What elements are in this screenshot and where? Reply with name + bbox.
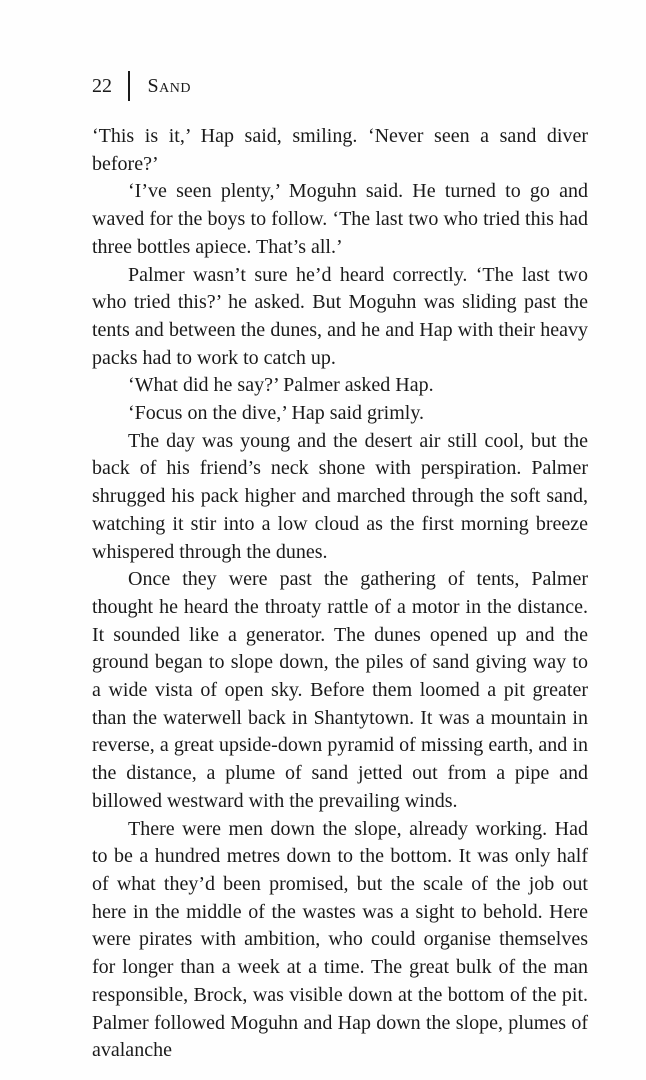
paragraph: Once they were past the gathering of tents, Palmer thought he heard the throaty rattle of a motor in the distance. It sounded like a generator. The dunes opened up and the ground began to slope down, the piles of sand giving way to a wide vista of open sky. Before them loomed a pit greater than the waterwell back in Shantytown. It was a mountain in reverse, a great upside-down pyramid of missing earth, and in the distance, a plume of sand jetted out from a pipe and billowed westward with the prevailing winds. <box>92 568 588 812</box>
paragraph: ‘Focus on the dive,’ Hap said grimly. <box>128 402 425 425</box>
paragraph: The day was young and the desert air still cool, but the back of his friend’s neck shone with perspiration. Palmer shrugged his pack higher and marched through the soft sand, watching it stir into a low cloud as the first morning breeze whispered through the dunes. <box>92 429 588 563</box>
running-head <box>92 70 191 102</box>
paragraph: ‘This is it,’ Hap said, smiling. ‘Never seen a sand diver before?’ <box>92 125 588 175</box>
paragraph: ‘I’ve seen plenty,’ Moguhn said. He turned to go and waved for the boys to follow. ‘The last two who tried this had three bottles apiece. That’s all.’ <box>92 180 588 258</box>
body-text <box>92 123 588 1065</box>
paragraph: There were men down the slope, already working. Had to be a hundred metres down to the bottom. It was only half of what they’d been promised, but the scale of the job out here in the middle of the wastes was a sight to behold. Here were pirates with ambition, who could organise themselves for longer than a week at a time. The great bulk of the man responsible, Brock, was visible down at the bottom of the pit. Palmer followed Moguhn and Hap down the slope, plumes of avalanche <box>92 817 588 1062</box>
header-divider <box>128 71 130 101</box>
page-number: 22 <box>92 75 112 97</box>
paragraph: Palmer wasn’t sure he’d heard correctly. ‘The last two who tried this?’ he asked. But Moguhn was sliding past the tents and between the dunes, and he and Hap with their heavy packs had to work to catch up. <box>92 263 588 369</box>
paragraph: ‘What did he say?’ Palmer asked Hap. <box>128 374 434 397</box>
book-title: Sand <box>147 75 191 97</box>
